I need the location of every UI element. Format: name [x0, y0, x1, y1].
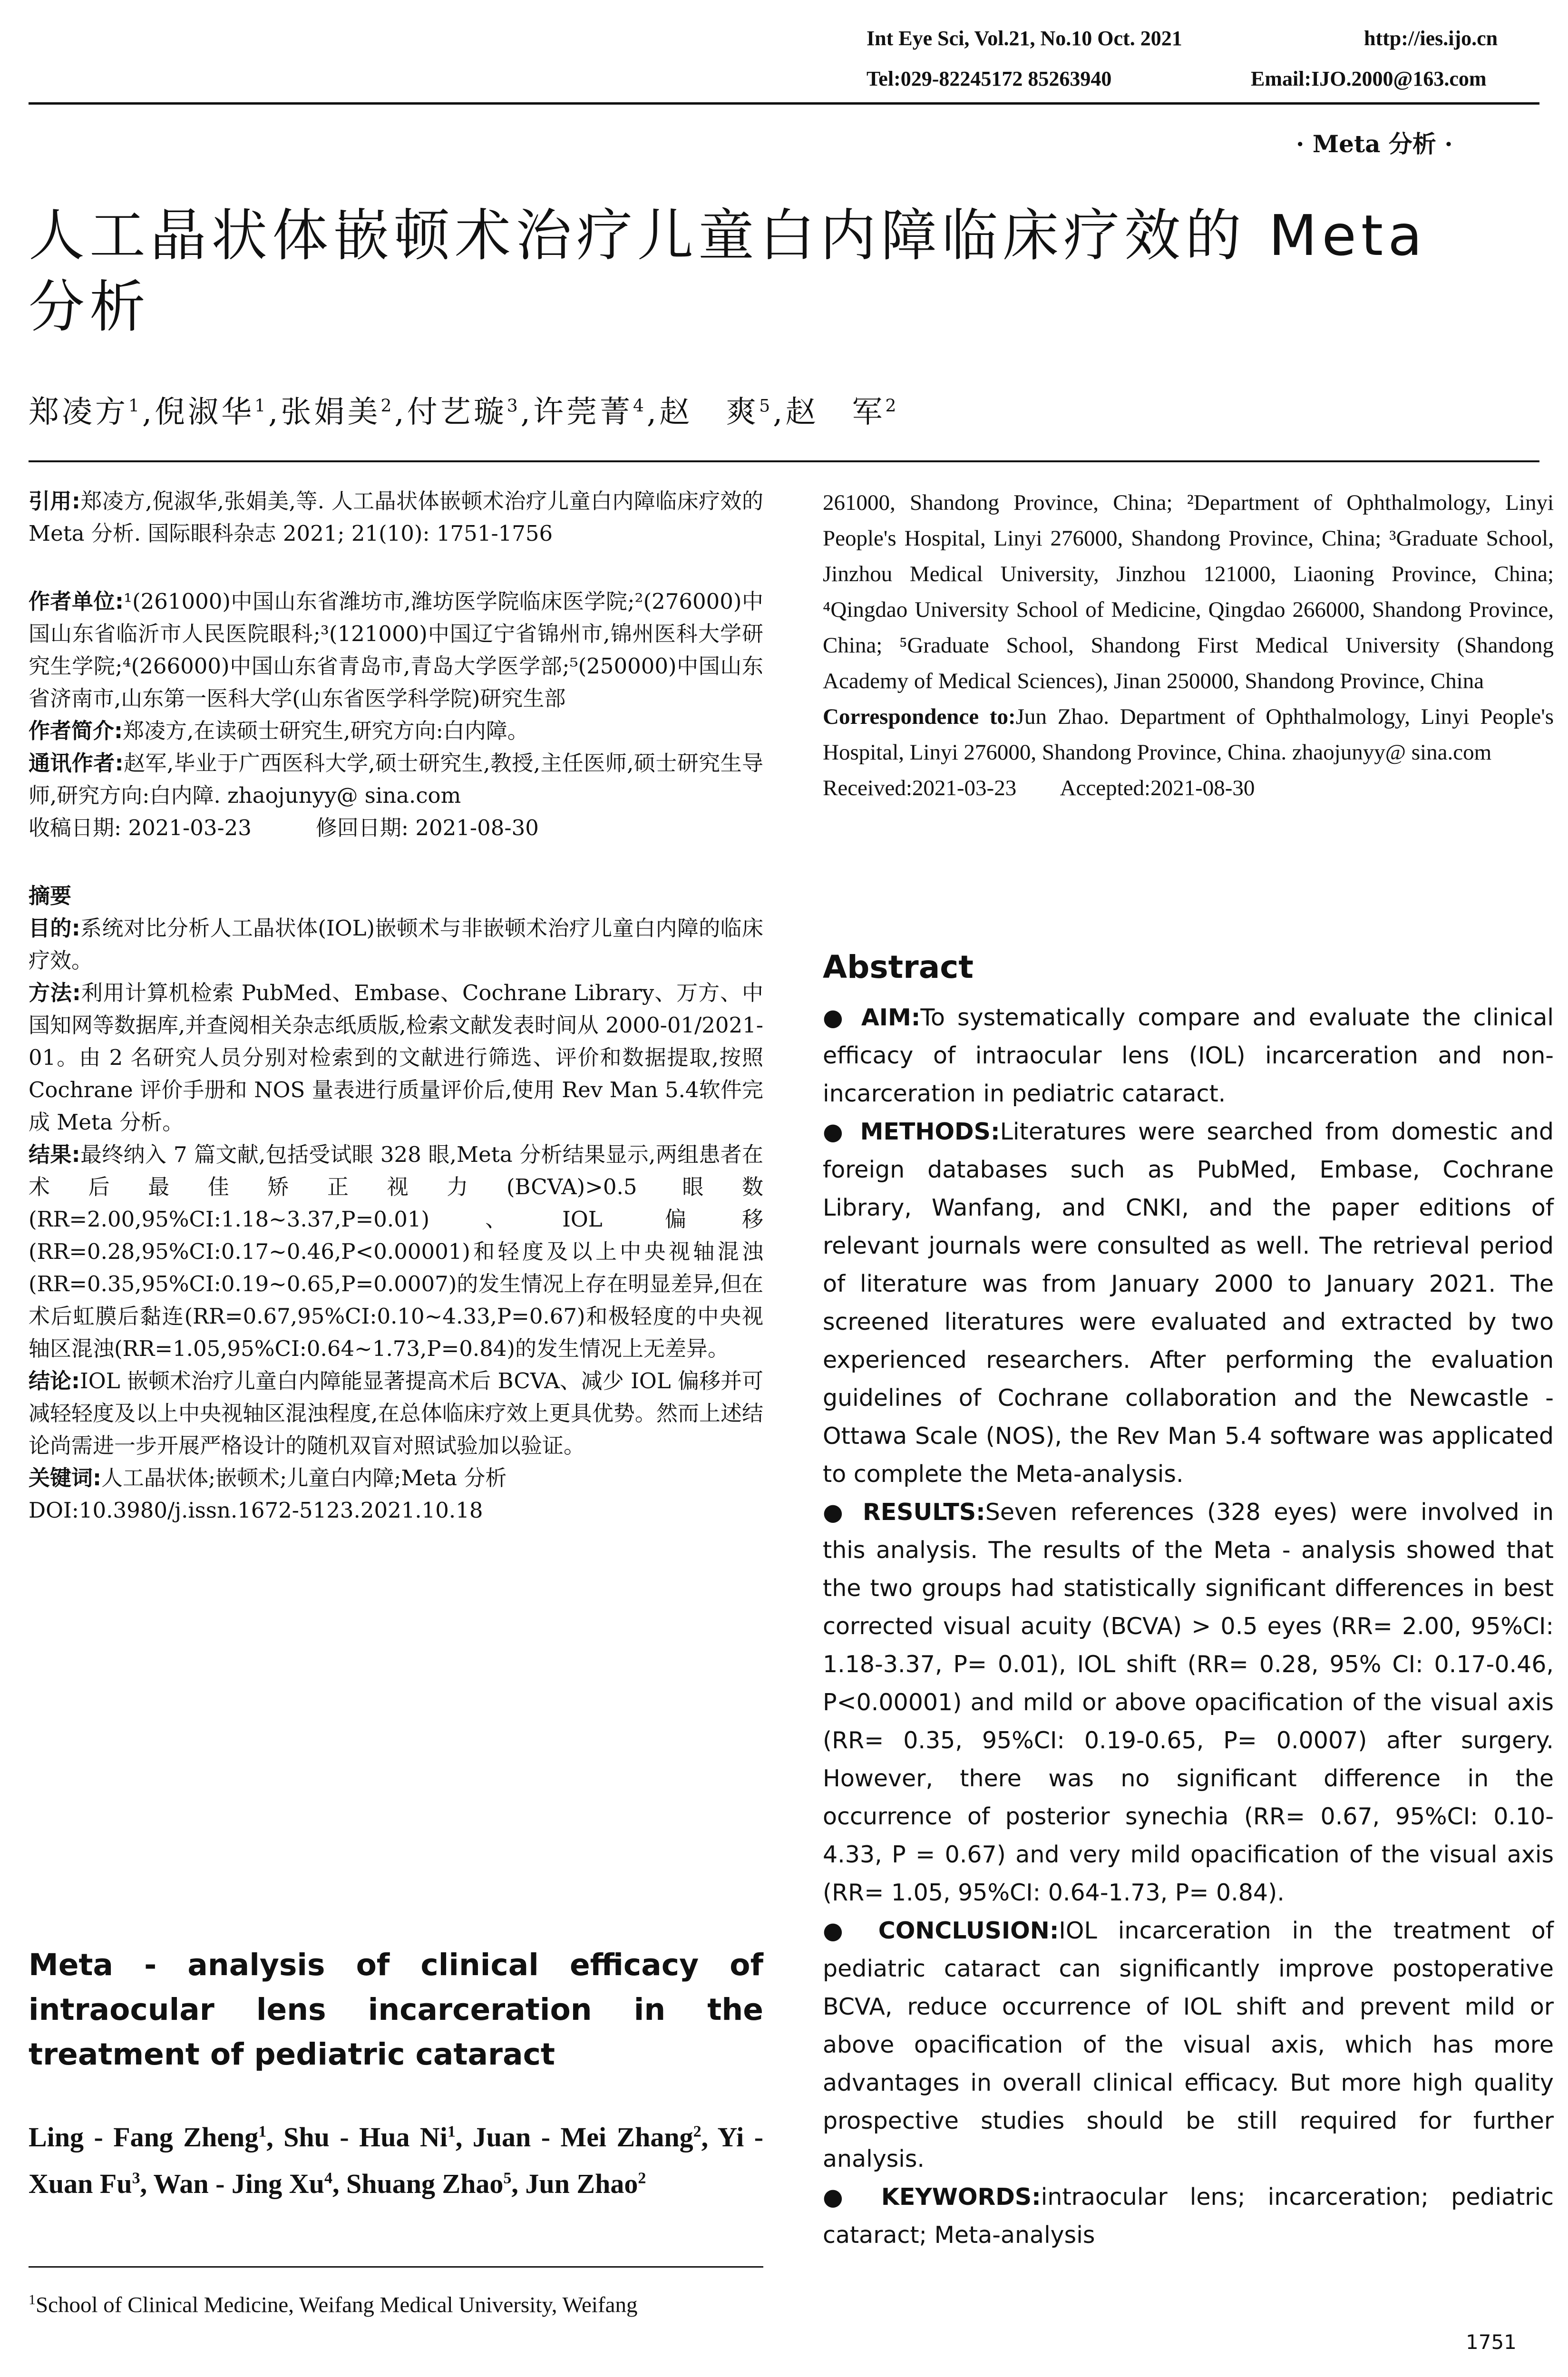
author-affiliations: 作者单位:¹(261000)中国山东省潍坊市,潍坊医学院临床医学院;²(276000)中国山东省临沂市人民医院眼科;³(121000)中国辽宁省锦州市,锦州医科大学研究生学院;⁴(266000)中国山东省青岛市,青岛大学医学部;⁵(250000)中国山东省济南市,山东第一医科大学(山东省医学科学院)研究生部	[29, 589, 763, 711]
english-author: Shu - Hua Ni$^1$	[283, 2122, 456, 2153]
citation: 引用:郑凌方,倪淑华,张娟美,等. 人工晶状体嵌顿术治疗儿童白内障临床疗效的 Meta 分析. 国际眼科杂志 2021; 21(10): 1751-1756	[29, 488, 763, 546]
abstract-heading: 摘要	[29, 883, 72, 908]
author: 赵 军$^2$	[785, 395, 899, 430]
abstract-results: 结果:最终纳入 7 篇文献,包括受试眼 328 眼,Meta 分析结果显示,两组患者在术后最佳矫正视力(BCVA)>0.5 眼数(RR=2.00,95%CI:1.18~3.37,P=0.01)、IOL 偏移(RR=0.28,95%CI:0.17~0.46,P<0.00001)和轻度及以上中央视轴混浊(RR=0.35,95%CI:0.19~0.65,P=0.0007)的发生情况上存在明显差异,但在术后虹膜后黏连(RR=0.67,95%CI:0.10~4.33,P=0.67)和极轻度的中央视轴区混浊(RR=1.05,95%CI:0.64~1.73,P=0.84)的发生情况上无差异。	[29, 1142, 764, 1361]
keywords: 关键词:人工晶状体;嵌顿术;儿童白内障;Meta 分析	[29, 1465, 507, 1490]
english-author: Yi - Xuan Fu$^3$	[29, 2122, 764, 2199]
corresponding-author: 通讯作者:赵军,毕业于广西医科大学,硕士研究生,教授,主任医师,硕士研究生导师,研究方向:白内障. zhaojunyy@ sina.com	[29, 750, 763, 808]
page-number: 1751	[1466, 2330, 1517, 2354]
en-abstract-methods: ● METHODS:Literatures were searched from domestic and foreign databases such as PubMed, Embase, Cochrane Library, Wanfang, and CNKI, and the paper editions of relevant journals were consulted as well. The retrieval period of literature was from January 2000 to January 2021. The screened literatures were evaluated and extracted by two experienced researchers. After performing the evaluation guidelines of Cochrane collaboration and the Newcastle - Ottawa Scale (NOS), the Rev Man 5.4 software was applicated to complete the Meta-analysis.	[823, 1118, 1554, 1488]
abstract-conclusion: 结论:IOL 嵌顿术治疗儿童白内障能显著提高术后 BCVA、减少 IOL 偏移并可减轻轻度及以上中央视轴区混浊程度,在总体临床疗效上更具优势。然而上述结论尚需进一步开展严格设计的随机双盲对照试验加以验证。	[29, 1368, 763, 1458]
doi: DOI:10.3980/j.issn.1672-5123.2021.10.18	[29, 1498, 483, 1523]
author: 郑凌方$^1$,	[29, 395, 155, 430]
left-column-meta	[29, 485, 763, 1527]
author: 赵 爽$^5$,	[659, 395, 786, 430]
en-abstract-conclusion: ● CONCLUSION:IOL incarceration in the treatment of pediatric cataract can significantly improve postoperative BCVA, reduce occurrence of IOL shift and prevent mild or above opacification of the visual axis, which has more advantages in overall clinical efficacy. But more high quality prospective studies should be still required for further analysis.	[823, 1917, 1554, 2172]
authors-rule	[29, 460, 1539, 462]
english-author: Ling - Fang Zheng$^1$	[29, 2122, 267, 2153]
english-abstract	[823, 999, 1554, 2254]
author-list	[29, 388, 899, 431]
abstract-aim: 目的:系统对比分析人工晶状体(IOL)嵌顿术与非嵌顿术治疗儿童白内障的临床疗效。	[29, 916, 764, 973]
english-title: Meta - analysis of clinical efficacy of intraocular lens incarceration in the treatment of pediatric cataract	[29, 1948, 763, 2072]
english-author: Juan - Mei Zhang$^2$	[472, 2122, 701, 2153]
english-author: Jun Zhao$^2$	[525, 2168, 646, 2199]
footnote-affiliation: $^1$School of Clinical Medicine, Weifang Medical University, Weifang	[29, 2292, 638, 2318]
english-author: Shuang Zhao$^5$	[346, 2168, 512, 2199]
received-accepted-dates: Received:2021-03-23 Accepted:2021-08-30	[823, 776, 1255, 800]
author: 张娟美$^2$,	[281, 395, 407, 430]
abstract-title: Abstract	[823, 949, 974, 985]
journal-url: http://ies.ijo.cn	[1364, 27, 1498, 50]
abstract-methods: 方法:利用计算机检索 PubMed、Embase、Cochrane Library、万方、中国知网等数据库,并查阅相关杂志纸质版,检索文献发表时间从 2000-01/2021-01。由 2 名研究人员分别对检索到的文献进行筛选、评价和数据提取,按照 Cochrane 评价手册和 NOS 量表进行质量评价后,使用 Rev Man 5.4软件完成 Meta 分析。	[29, 980, 764, 1135]
en-abstract-results: ● RESULTS:Seven references (328 eyes) were involved in this analysis. The results of the Meta - analysis showed that the two groups had statistically significant differences in best corrected visual acuity (BCVA) > 0.5 eyes (RR= 2.00, 95%CI: 1.18-3.37, P= 0.01), IOL shift (RR= 0.28, 95% CI: 0.17-0.46, P<0.00001) and mild or above opacification of the visual axis (RR= 0.35, 95%CI: 0.19-0.65, P= 0.0007) after surgery. However, there was no significant difference in the occurrence of posterior synechia (RR= 0.67, 95%CI: 0.10- 4.33, P = 0.67) and very mild opacification of the visual axis (RR= 1.05, 95%CI: 0.64-1.73, P= 0.84).	[823, 1499, 1554, 1906]
receive-dates: 收稿日期: 2021-03-23 修回日期: 2021-08-30	[29, 815, 539, 840]
journal-email: Email:IJO.2000@163.com	[1251, 67, 1487, 90]
article-title-line2: 分析	[29, 274, 151, 340]
author-bio: 作者简介:郑凌方,在读硕士研究生,研究方向:白内障。	[29, 718, 529, 743]
section-tag: · Meta 分析 ·	[1296, 130, 1453, 158]
author: 付艺璇$^3$,	[407, 395, 533, 430]
header-rule	[29, 102, 1539, 105]
english-author: Wan - Jing Xu$^4$	[153, 2168, 332, 2199]
footnote-rule	[29, 2266, 763, 2268]
correspondence: Correspondence to:Jun Zhao. Department of Ophthalmology, Linyi People's Hospital, Linyi 276000, Shandong Province, China. zhaojunyy@ sina.com	[823, 704, 1554, 765]
article-title-line1: 人工晶状体嵌顿术治疗儿童白内障临床疗效的 Meta	[29, 203, 1427, 268]
author: 许莞菁$^4$,	[533, 395, 660, 430]
right-column-meta	[823, 485, 1554, 806]
author: 倪淑华$^1$,	[155, 395, 281, 430]
journal-tel: Tel:029-82245172 85263940	[867, 67, 1112, 90]
english-author-list: Ling - Fang Zheng$^1$, Shu - Hua Ni$^1$, Juan - Mei Zhang$^2$, Yi - Xuan Fu$^3$, Wan - Jing Xu$^4$, Shuang Zhao$^5$, Jun Zhao$^2$	[29, 2122, 764, 2199]
en-abstract-aim: ● AIM:To systematically compare and evaluate the clinical efficacy of intraocular lens (IOL) incarceration and non-incarceration in pediatric cataract.	[823, 1004, 1554, 1107]
affiliations-english: 261000, Shandong Province, China; ²Department of Ophthalmology, Linyi People's Hospital, Linyi 276000, Shandong Province, China; ³Graduate School, Jinzhou Medical University, Jinzhou 121000, Liaoning Province, China; ⁴Qingdao University School of Medicine, Qingdao 266000, Shandong Province, China; ⁵Graduate School, Shandong First Medical University (Shandong Academy of Medical Sciences), Jinan 250000, Shandong Province, China	[823, 490, 1554, 693]
journal-info: Int Eye Sci, Vol.21, No.10 Oct. 2021	[867, 27, 1182, 50]
en-keywords: ● KEYWORDS:intraocular lens; incarceration; pediatric cataract; Meta-analysis	[823, 2183, 1554, 2249]
